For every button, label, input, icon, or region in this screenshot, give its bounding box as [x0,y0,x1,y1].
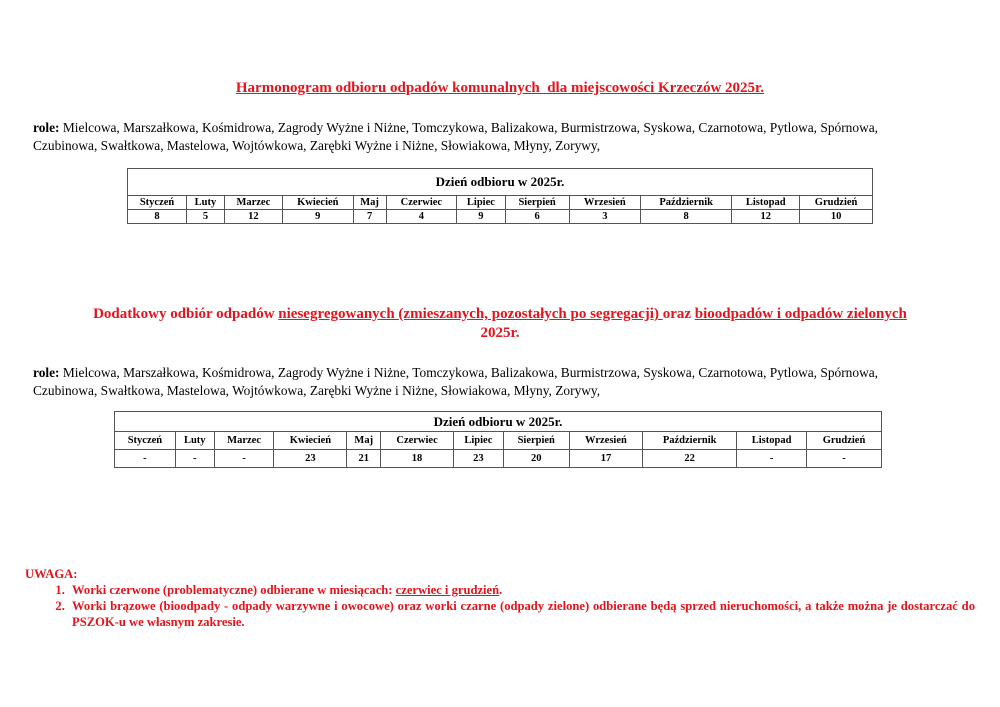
pickup-day-cell: 21 [347,450,381,468]
note-months: czerwiec i grudzień [395,583,500,597]
month-header: Wrzesień [569,432,643,450]
title2-part4: bioodpadów i odpadów zielonych [694,306,907,322]
table-months-row [115,432,882,450]
month-header: Sierpień [503,432,569,450]
pickup-day-cell: 12 [224,210,282,224]
month-header: Listopad [737,432,807,450]
notes-section [25,566,975,630]
month-header: Sierpień [505,196,569,210]
pickup-day-cell: - [175,450,214,468]
pickup-day-cell: - [807,450,882,468]
month-header: Czerwiec [381,432,454,450]
month-header: Grudzień [800,196,873,210]
pickup-day-cell: 4 [386,210,457,224]
pickup-day-cell: 23 [274,450,347,468]
month-header: Marzec [214,432,274,450]
roles-label: role: [33,365,60,380]
notes-heading: UWAGA: [25,567,78,581]
month-header: Luty [175,432,214,450]
title2-part1: Dodatkowy odbiór odpadów [93,306,279,322]
roles-line-2: Czubinowa, Swałtkowa, Mastelowa, Wojtówkowa, Zarębki Wyżne i Niżne, Słowiakowa, Młyny, Zorywy, [33,383,601,398]
note-text: Worki czerwone (problematyczne) odbierane w miesiącach: [72,583,396,597]
pickup-day-cell: 23 [453,450,503,468]
month-header: Marzec [224,196,282,210]
month-header: Maj [347,432,381,450]
pickup-day-cell: 3 [569,210,640,224]
roles-line-2: Czubinowa, Swałtkowa, Mastelowa, Wojtówkowa, Zarębki Wyżne i Niżne, Słowiakowa, Młyny, Zorywy, [33,138,601,153]
table-values-row [128,210,873,224]
schedule-table-additional [114,411,882,468]
roles-label: role: [33,120,60,135]
month-header: Listopad [732,196,800,210]
month-header: Październik [643,432,737,450]
pickup-day-cell: - [737,450,807,468]
table-values-row [115,450,882,468]
roles-list-2 [33,364,973,400]
note-item [68,582,975,598]
pickup-day-cell: 6 [505,210,569,224]
table-months-row [128,196,873,210]
schedule-table-main [127,168,873,224]
month-header: Październik [641,196,732,210]
roles-line-1: Mielcowa, Marszałkowa, Kośmidrowa, Zagrody Wyżne i Niżne, Tomczykowa, Balizakowa, Burmistrzowa, Syskowa, Czarnotowa, Pytlowa, Spórnowa, [62,120,879,135]
roles-list-1 [33,119,973,155]
table-header: Dzień odbioru w 2025r. [115,412,882,432]
pickup-day-cell: 18 [381,450,454,468]
month-header: Wrzesień [569,196,640,210]
month-header: Styczeń [115,432,176,450]
pickup-day-cell: 12 [732,210,800,224]
pickup-day-cell: 9 [457,210,505,224]
pickup-day-cell: 5 [187,210,225,224]
month-header: Kwiecień [274,432,347,450]
pickup-day-cell: 7 [353,210,386,224]
schedule-title: Harmonogram odbioru odpadów komunalnych dla miejscowości Krzeczów 2025r. [235,80,765,96]
month-header: Kwiecień [282,196,353,210]
month-header: Czerwiec [386,196,457,210]
month-header: Grudzień [807,432,882,450]
month-header: Maj [353,196,386,210]
pickup-day-cell: 22 [643,450,737,468]
note-item: 2. Worki brązowe (bioodpady - odpady warzywne i owocowe) oraz worki czarne (odpady zielone) odbierane będą sprzed nieruchomości, a także można je dostarczać do PSZOK-u we własnym zakresie. [68,598,975,630]
pickup-day-cell: 20 [503,450,569,468]
pickup-day-cell: 17 [569,450,643,468]
month-header: Styczeń [128,196,187,210]
title2-year: 2025r. [480,325,520,341]
pickup-day-cell: 10 [800,210,873,224]
title2-part2: niesegregowanych (zmieszanych, pozostałych po segregacji) [278,306,663,322]
pickup-day-cell: 8 [128,210,187,224]
table-header: Dzień odbioru w 2025r. [128,169,873,196]
month-header: Luty [187,196,225,210]
pickup-day-cell: - [214,450,274,468]
pickup-day-cell: - [115,450,176,468]
pickup-day-cell: 8 [641,210,732,224]
roles-line-1: Mielcowa, Marszałkowa, Kośmidrowa, Zagrody Wyżne i Niżne, Tomczykowa, Balizakowa, Burmistrzowa, Syskowa, Czarnotowa, Pytlowa, Spórnowa, [62,365,879,380]
pickup-day-cell: 9 [282,210,353,224]
title2-part3: oraz [662,306,695,322]
note-end: . [499,583,503,597]
month-header: Lipiec [457,196,505,210]
month-header: Lipiec [453,432,503,450]
additional-collection-title [30,305,970,343]
